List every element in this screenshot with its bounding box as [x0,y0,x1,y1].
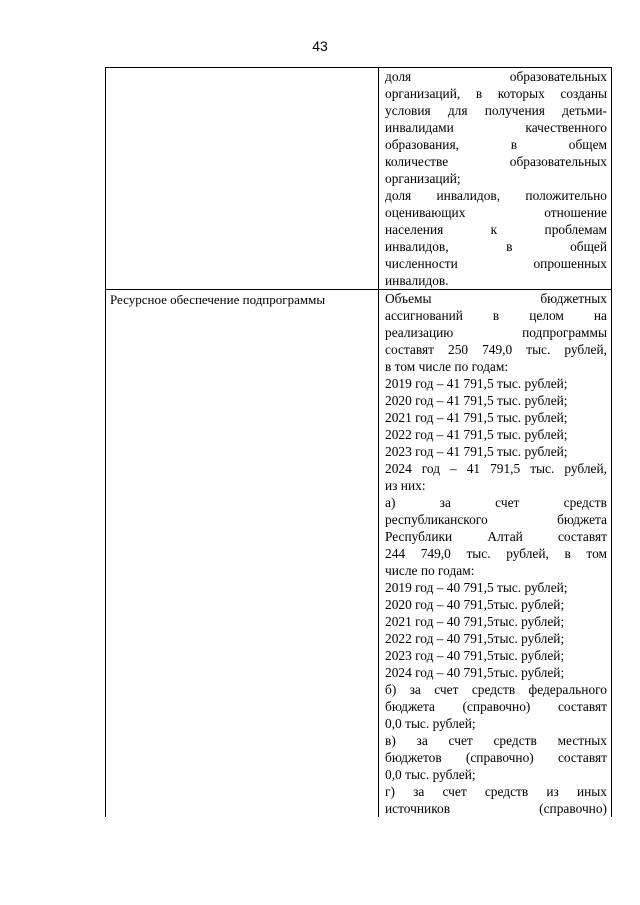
text-line: 0,0 тыс. рублей; [385,716,476,731]
text-line: 0,0 тыс. рублей; [385,767,476,782]
text-line: 2023 год – 41 791,5 тыс. рублей; [385,444,568,459]
text-line: численности опрошенных [385,256,607,271]
text-line: 2022 год – 40 791,5тыс. рублей; [385,631,565,646]
text-line: 2023 год – 40 791,5тыс. рублей; [385,648,565,663]
text-line: 2020 год – 40 791,5тыс. рублей; [385,597,565,612]
text-line: 2019 год – 40 791,5 тыс. рублей; [385,580,568,595]
text-line: доля образовательных [385,69,607,84]
text-line: ассигнований в целом на [385,308,607,323]
table-row [105,290,612,817]
text-line: доля инвалидов, положительно [385,188,607,203]
text-line: Республики Алтай составят [385,529,607,544]
page-number: 43 [312,38,328,54]
text-line: количестве образовательных [385,154,607,169]
text-line: Объемы бюджетных [385,291,607,306]
text-line: реализацию подпрограммы [385,325,607,340]
text-line: источников (справочно) [385,801,607,816]
document-table [105,67,612,817]
text-line: 2024 год – 41 791,5 тыс. рублей, [385,461,607,476]
text-line: 244 749,0 тыс. рублей, в том [385,546,607,561]
row-label-cell [106,68,379,289]
text-line: 2024 год – 40 791,5тыс. рублей; [385,665,565,680]
text-line: инвалидов, в общей [385,239,607,254]
text-line: бюджетов (справочно) составят [385,750,607,765]
text-line: б) за счет средств федерального [385,682,607,697]
text-line: составят 250 749,0 тыс. рублей, [385,342,607,357]
text-line: инвалидов. [385,273,449,288]
text-line: в) за счет средств местных [385,733,607,748]
text-line: организаций, в которых созданы [385,86,607,101]
row-label-cell: Ресурсное обеспечение подпрограммы [106,290,379,817]
text-line: г) за счет средств из иных [385,784,607,799]
text-line: в том числе по годам: [385,359,509,374]
text-line: 2020 год – 41 791,5 тыс. рублей; [385,393,568,408]
text-line: 2021 год – 41 791,5 тыс. рублей; [385,410,568,425]
text-line: 2021 год – 40 791,5тыс. рублей; [385,614,565,629]
text-line: республиканского бюджета [385,512,607,527]
text-line: инвалидами качественного [385,120,607,135]
text-line: оценивающих отношение [385,205,607,220]
row-content-cell [379,68,611,289]
text-line: образования, в общем [385,137,607,152]
text-line: числе по годам: [385,563,475,578]
text-line: 2022 год – 41 791,5 тыс. рублей; [385,427,568,442]
text-line: из них: [385,478,426,493]
text-line: а) за счет средств [385,495,607,510]
table-row [105,67,612,290]
text-line: условия для получения детьми- [385,103,607,118]
text-line: бюджета (справочно) составят [385,699,607,714]
text-line: организаций; [385,171,461,186]
row-content-cell [379,290,611,817]
text-line: населения к проблемам [385,222,607,237]
text-line: 2019 год – 41 791,5 тыс. рублей; [385,376,568,391]
